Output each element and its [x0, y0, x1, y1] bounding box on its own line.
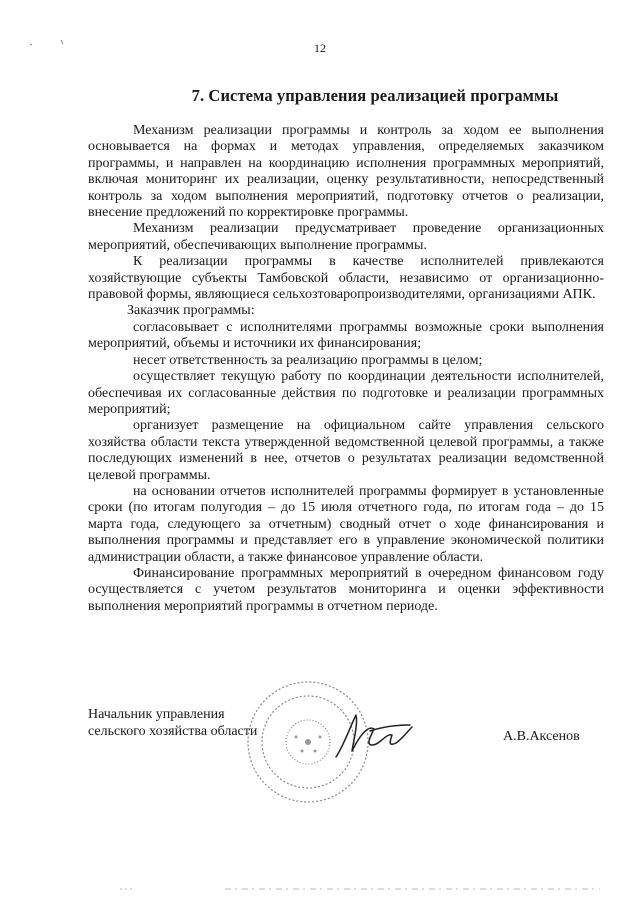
paragraph: Заказчик программы:	[127, 303, 255, 319]
document-body	[88, 123, 604, 615]
signatory-name: А.В.Аксенов	[503, 729, 580, 744]
paragraph: К реализации программы в качестве исполнителей привлекаются хозяйствующие субъекты Тамбовской области, независимо от организационно-правовой формы, являющиеся сельхозтоваропроизводителями, организациями АПК.	[88, 254, 604, 303]
paragraph: Механизм реализации программы и контроль за ходом ее выполнения основывается на формах и методах управления, определяемых заказчиком программы, и направлен на координацию исполнения программных мероприятий, включая мониторинг их реализации, оценку результативности, непосредственный контроль за ходом выполнения мероприятий, подготовку отчетов о реализации, внесение предложений по корректировке программы.	[88, 123, 604, 221]
signatory-title-line: сельского хозяйства области	[88, 724, 258, 739]
paragraph: организует размещение на официальном сайте управления сельского хозяйства области текста утвержденной ведомственной целевой программы, а также последующих изменений в нее, отчетов о результатах реализации ведомственной целевой программы.	[88, 418, 604, 483]
section-heading: 7. Система управления реализацией программы	[191, 86, 559, 105]
signatory-title	[88, 706, 257, 740]
paragraph: согласовывает с исполнителями программы возможные сроки выполнения мероприятий, объемы и источники их финансирования;	[88, 319, 604, 352]
paragraph: несет ответственность за реализацию программы в целом;	[133, 352, 483, 368]
paragraph: Механизм реализации предусматривает проведение организационных мероприятий, обеспечивающих выполнение программы.	[88, 221, 604, 253]
handwritten-signature	[330, 705, 415, 765]
page-number: 12	[314, 41, 326, 55]
paragraph: осуществляет текущую работу по координации деятельности исполнителей, обеспечивая их согласованные действия по подготовке и реализации программных мероприятий;	[88, 369, 604, 417]
paragraph: на основании отчетов исполнителей программы формирует в установленные сроки (по итогам полугодия – до 15 июля отчетного года, по итогам года – до 15 марта года, следующего за отчетным) сводный отчет о ходе финансирования и выполнения программы и представляет его в управление экономической политики администрации области, а также финансовое управление области.	[88, 483, 604, 565]
signatory-title-line: Начальник управления	[88, 707, 225, 722]
paragraph: Финансирование программных мероприятий в очередном финансовом году осуществляется с учетом результатов мониторинга и оценки эффективности выполнения мероприятий программы в отчетном периоде.	[88, 565, 604, 614]
